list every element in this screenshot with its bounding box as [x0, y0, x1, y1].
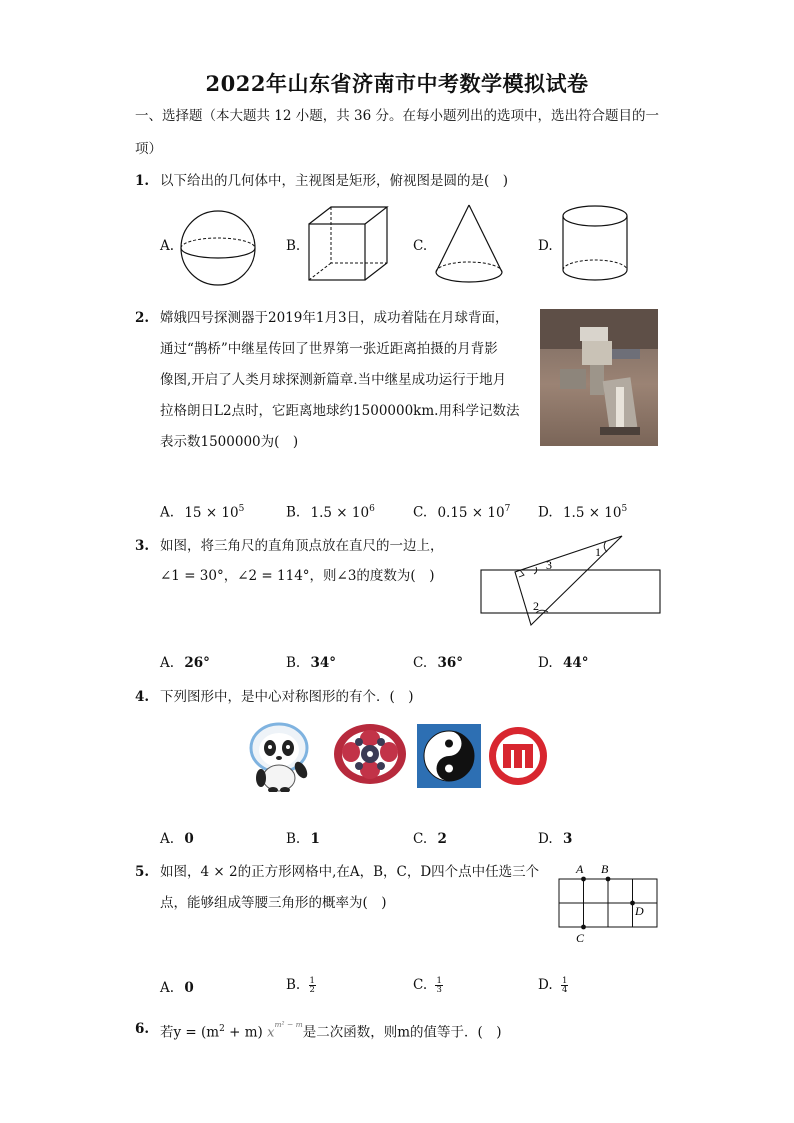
q2-option-d-mantissa: 1.5 × 10 — [562, 504, 622, 521]
ruler-triangle-figure — [478, 532, 664, 630]
metro-logo-image — [485, 724, 551, 788]
q5-option-b-numerator: 1 — [309, 976, 315, 986]
q5-option-b — [286, 977, 316, 994]
q2-option-a-mantissa: 15 × 10 — [184, 504, 239, 521]
q5-line1: 如图，4 × 2的正方形网格中,在A，B，C，D四个点中任选三个 — [160, 864, 540, 880]
q4-option-b — [286, 831, 320, 847]
q2-option-d — [538, 504, 627, 521]
cube-figure — [304, 204, 390, 284]
q2-line5: 表示数1500000为( ) — [160, 434, 299, 450]
q6-stem-post: 是二次函数，则m的值等于．( ) — [302, 1024, 502, 1041]
point-b-label: B — [601, 862, 609, 876]
angle-1-label: 1 — [595, 545, 601, 559]
paper-cut-pattern-image — [329, 718, 411, 790]
q4-option-d-letter: D. — [538, 831, 553, 847]
q6-stem-square: 2 — [219, 1024, 225, 1034]
point-a-label: A — [576, 862, 584, 876]
q3-option-c-text: 36° — [437, 655, 463, 671]
cylinder-figure — [557, 202, 633, 288]
angle-2-label: 2 — [533, 599, 539, 613]
q3-number: 3. — [135, 538, 150, 554]
q2-line3: 像图,开启了人类月球探测新篇章.当中继星成功运行于地月 — [160, 372, 507, 388]
q1-option-b-label: B. — [286, 238, 301, 254]
page-title: 2022年山东省济南市中考数学模拟试卷 — [205, 71, 589, 96]
q3-option-b-text: 34° — [310, 655, 337, 671]
q5-option-a — [160, 980, 194, 996]
sphere-figure — [178, 208, 262, 288]
q4-option-d-text: 3 — [562, 831, 573, 847]
q2-option-b — [286, 504, 375, 521]
q3-option-c — [413, 655, 463, 671]
cone-figure — [431, 202, 507, 288]
section-heading-line1: 一、选择题（本大题共 12 小题，共 36 分。在每小题列出的选项中，选出符合题目的一 — [135, 108, 660, 124]
q2-option-b-mantissa: 1.5 × 10 — [310, 504, 370, 521]
q3-option-d — [538, 655, 588, 671]
q2-line1: 嫦娥四号探测器于2019年1月3日，成功着陆在月球背面， — [160, 310, 509, 326]
q5-option-d-letter: D. — [538, 977, 553, 993]
q5-number: 5. — [135, 864, 150, 880]
q6-stem — [160, 1019, 502, 1044]
q5-line2: 点，能够组成等腰三角形的概率为( ) — [160, 895, 387, 911]
q4-option-d — [538, 831, 572, 847]
q2-option-d-letter: D. — [538, 504, 553, 521]
q3-option-c-letter: C. — [413, 655, 428, 671]
q5-option-a-text: 0 — [184, 980, 194, 996]
q2-option-a-exponent: 5 — [238, 504, 245, 514]
q4-number: 4. — [135, 689, 150, 705]
q2-option-a-letter: A. — [160, 504, 175, 521]
q3-option-b — [286, 655, 336, 671]
q6-stem-exponent: m² − m — [274, 1020, 303, 1029]
q3-option-a-letter: A. — [160, 655, 175, 671]
q6-stem-pre: 若y = (m — [160, 1024, 220, 1041]
q3-option-d-letter: D. — [538, 655, 553, 671]
q3-option-d-text: 44° — [562, 655, 589, 671]
yin-yang-image — [417, 724, 481, 788]
q6-number: 6. — [135, 1021, 150, 1037]
q4-option-b-letter: B. — [286, 831, 301, 847]
point-c-label: C — [576, 931, 585, 945]
q4-option-c — [413, 831, 447, 847]
q2-option-b-letter: B. — [286, 504, 301, 521]
q4-option-a-text: 0 — [184, 831, 194, 847]
q4-option-c-letter: C. — [413, 831, 428, 847]
rover-illustration — [540, 309, 658, 446]
q6-stem-base: x — [267, 1025, 275, 1041]
q3-line2: ∠1 = 30°，∠2 = 114°，则∠3的度数为( ) — [160, 568, 435, 584]
q5-option-d-numerator: 1 — [561, 976, 568, 986]
q5-option-d-fraction — [561, 977, 568, 994]
q4-option-c-text: 2 — [437, 831, 447, 847]
q4-stem: 下列图形中，是中心对称图形的有个．( ) — [160, 689, 414, 705]
q4-option-a-letter: A. — [160, 831, 175, 847]
q2-line2: 通过“鹊桥”中继星传回了世界第一张近距离拍摄的月背影 — [160, 341, 498, 357]
point-d-label: D — [635, 904, 644, 918]
q3-option-a-text: 26° — [184, 655, 210, 671]
lunar-rover-photo — [540, 309, 658, 446]
q2-line4: 拉格朗日L2点时，它距离地球约1500000km.用科学记数法 — [160, 403, 520, 419]
q1-option-a-label: A. — [160, 238, 175, 254]
q5-option-c-letter: C. — [413, 977, 428, 993]
q5-option-d-denominator: 4 — [561, 985, 568, 995]
q3-line1: 如图，将三角尺的直角顶点放在直尺的一边上， — [160, 538, 444, 554]
q2-option-c-mantissa: 0.15 × 10 — [437, 504, 505, 521]
q1-option-c-label: C. — [413, 238, 428, 254]
q3-option-a — [160, 655, 210, 671]
q5-option-c-fraction — [435, 977, 442, 994]
q6-stem-mid: + m) — [224, 1024, 263, 1041]
q1-number: 1. — [135, 173, 150, 189]
panda-mascot-image — [243, 720, 321, 792]
q2-option-b-exponent: 6 — [369, 504, 375, 514]
q5-option-b-fraction — [309, 977, 316, 994]
q5-option-c-numerator: 1 — [436, 976, 442, 986]
q1-stem: 以下给出的几何体中，主视图是矩形，俯视图是圆的是( ) — [160, 173, 509, 189]
angle-3-label: 3 — [546, 558, 552, 572]
section-heading-line2: 项） — [135, 141, 162, 157]
q2-option-c-exponent: 7 — [504, 504, 511, 514]
q2-option-c — [413, 504, 510, 521]
q5-option-c — [413, 977, 443, 994]
q5-option-d — [538, 977, 568, 994]
q5-option-c-denominator: 3 — [436, 985, 442, 995]
q2-number: 2. — [135, 310, 150, 326]
q4-option-b-text: 1 — [310, 831, 320, 847]
q1-option-d-label: D. — [538, 238, 553, 254]
q5-option-b-letter: B. — [286, 977, 301, 993]
grid-figure — [552, 858, 664, 948]
q5-option-b-denominator: 2 — [309, 985, 315, 995]
q2-option-a — [160, 504, 244, 521]
q3-option-b-letter: B. — [286, 655, 301, 671]
q4-option-a — [160, 831, 194, 847]
q2-option-d-exponent: 5 — [621, 504, 628, 514]
q2-option-c-letter: C. — [413, 504, 428, 521]
q5-option-a-letter: A. — [160, 980, 175, 996]
